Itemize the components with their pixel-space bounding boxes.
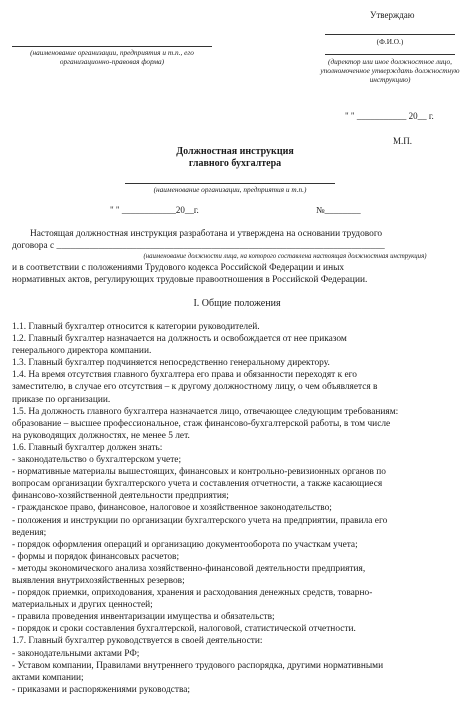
section-line: - законодательство о бухгалтерском учете; (12, 455, 182, 466)
section-line: - порядок оформления операций и организацию документооборота по участкам учета; (12, 539, 358, 550)
intro-caption: (наименование должности лица, на которого составлена настоящая должностная инструкция) (143, 253, 427, 260)
approval-date-line: " " ___________ 20__ г. (345, 111, 434, 121)
section-line: - методы экономического анализа хозяйственно-финансовой деятельности предприятия, (12, 563, 366, 574)
section-line: 1.6. Главный бухгалтер должен знать: (12, 442, 163, 453)
approval-position-caption: (директор или иное должностное лицо, уполномоченное утверждать должностную инструкцию) (320, 57, 460, 84)
organization-name-line (12, 46, 212, 47)
organization-caption: (наименование организации, предприятия и т.п., его организационно-правовая форма) (30, 48, 194, 66)
section-line: генерального директора компании. (12, 346, 152, 357)
approval-heading: Утверждаю (370, 10, 415, 20)
section-line: 1.7. Главный бухгалтер руководствуется в своей деятельности: (12, 636, 263, 647)
approval-signature-line (325, 34, 455, 35)
document-number: №________ (316, 205, 361, 215)
section-line: выявления внутрихозяйственных резервов; (12, 575, 185, 586)
section-line: 1.5. На должность главного бухгалтера назначается лицо, отвечающее следующим требованиям: (12, 406, 399, 417)
title-organization-line (125, 183, 335, 184)
intro-line-4: нормативных актов, регулирующих трудовые правоотношения в Российской Федерации. (12, 275, 368, 285)
document-title-line-1: Должностная инструкция (176, 146, 294, 157)
section-line: 1.4. На время отсутствия главного бухгалтера его права и обязанности переходят к его (12, 370, 357, 381)
approval-fio-caption: (Ф.И.О.) (376, 37, 404, 46)
section-line: - формы и порядок финансовых расчетов; (12, 551, 180, 562)
section-line: - положения и инструкции по организации бухгалтерского учета на предприятии, правила его (12, 515, 388, 526)
section-line: - нормативные материалы вышестоящих, финансовых и контрольно-ревизионных органов по (12, 467, 386, 478)
intro-line-3: и в соответствии с положениями Трудового кодекса Российской Федерации и иных (12, 263, 345, 273)
section-line: образование – высшее профессиональное, стаж финансово-бухгалтерской работы, в том числе (12, 418, 391, 429)
section-line: ведения; (12, 527, 47, 538)
section-line: - законодательными актами РФ; (12, 648, 140, 659)
approval-position-line (325, 54, 455, 55)
section-line: - правила проведения инвентаризации имущества и обязательств; (12, 612, 275, 623)
section-line: - приказами и распоряжениями руководства; (12, 684, 191, 695)
section-line: - Уставом компании, Правилами внутреннего трудового распорядка, другими нормативными (12, 660, 384, 671)
section-line: актами компании; (12, 672, 84, 683)
section-line: - порядок и сроки составления бухгалтерской, налоговой, статистической отчетности. (12, 624, 356, 635)
section-line: на руководящих должностях, не менее 5 лет. (12, 430, 190, 441)
section-line: - порядок приемки, оприходования, хранения и расходования денежных средств, товарно- (12, 588, 373, 599)
section-heading: I. Общие положения (193, 298, 281, 309)
section-line: приказе по организации. (12, 394, 111, 405)
seal-mark: М.П. (393, 136, 413, 146)
document-title-line-2: главного бухгалтера (188, 158, 282, 169)
section-line: заместителю, в случае его отсутствия – к другому должностному лицу, о чем объявляется в (12, 382, 378, 393)
section-line: - гражданское право, финансовое, налоговое и хозяйственное законодательство; (12, 503, 332, 514)
section-line: финансово-хозяйственной деятельности предприятия; (12, 491, 229, 502)
intro-line-1: Настоящая должностная инструкция разработана и утверждена на основании трудового (30, 229, 383, 239)
section-line: 1.2. Главный бухгалтер назначается на должность и освобождается от нее приказом (12, 334, 347, 345)
title-organization-caption: (наименование организации, предприятия и т.п.) (153, 185, 307, 194)
section-line: вопросам организации бухгалтерского учета и составления отчетности, а также касающиеся (12, 479, 383, 490)
section-body (12, 321, 464, 696)
section-line: материальных и других ценностей; (12, 600, 153, 611)
document-title (100, 146, 370, 170)
section-line: 1.3. Главный бухгалтер подчиняется непосредственно генеральному директору. (12, 358, 330, 369)
intro-line-2: договора с ______________________________________________________________________ (12, 241, 385, 251)
section-line: 1.1. Главный бухгалтер относится к категории руководителей. (12, 322, 260, 332)
document-date: " " ____________20__г. (110, 205, 199, 215)
